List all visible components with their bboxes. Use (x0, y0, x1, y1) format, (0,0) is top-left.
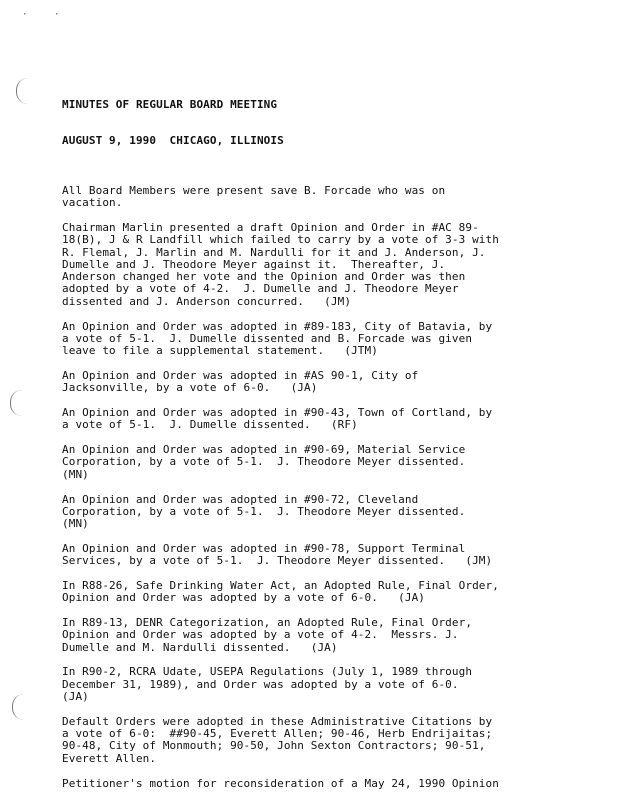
minutes-paragraph (62, 407, 610, 432)
paragraph-line: (MN) (62, 467, 89, 481)
scan-speck: · (22, 10, 28, 20)
paragraph-line: Everett Allen. (62, 751, 157, 765)
paragraph-line: Dumelle and J. Theodore Meyer against it. Thereafter, J. (62, 257, 446, 271)
paragraph-line: 18(B), J & R Landfill which failed to carry by a vote of 3-3 with (62, 233, 499, 247)
paragraph-line: 90-48, City of Monmouth; 90-50, John Sexton Contractors; 90-51, (62, 739, 486, 753)
paragraph-line: Anderson changed her vote and the Opinion and Order was then (62, 270, 466, 284)
paragraph-line: December 31, 1989), and Order was adopted by a vote of 6-0. (62, 677, 459, 691)
paragraph-line: Default Orders were adopted in these Administrative Citations by (62, 714, 493, 728)
minutes-paragraph (62, 185, 610, 210)
paragraph-line: In R88-26, Safe Drinking Water Act, an Adopted Rule, Final Order, (62, 579, 499, 592)
punch-hole-mark (12, 694, 25, 720)
paragraph-line: Dumelle and M. Nardulli dissented. (JA) (62, 640, 338, 654)
minutes-paragraph (62, 666, 610, 703)
paragraph-line: (MN) (62, 517, 89, 531)
paragraph-line: Chairman Marlin presented a draft Opinion and Order in #AC 89- (62, 220, 479, 234)
paragraph-line: R. Flemal, J. Marlin and M. Nardulli for it and J. Anderson, J. (62, 245, 486, 259)
paragraph-line: In R89-13, DENR Categorization, an Adopted Rule, Final Order, (62, 616, 473, 630)
paragraph-line: In R90-2, RCRA Udate, USEPA Regulations (July 1, 1989 through (62, 665, 473, 679)
paragraph-line: An Opinion and Order was adopted in #90-69, Material Service (62, 443, 466, 457)
paragraph-line: An Opinion and Order was adopted in #89-183, City of Batavia, by (62, 319, 493, 333)
minutes-paragraph (62, 778, 610, 790)
paragraph-line: a vote of 5-1. J. Dumelle dissented. (RF) (62, 418, 358, 432)
scan-speck: · (54, 10, 60, 20)
heading-line: MINUTES OF REGULAR BOARD MEETING (62, 97, 278, 111)
minutes-content (62, 74, 610, 802)
paragraph-line: a vote of 6-0: ##90-45, Everett Allen; 90-46, Herb Endrijaitas; (62, 727, 493, 741)
heading-line: AUGUST 9, 1990 CHICAGO, ILLINOIS (62, 134, 284, 148)
punch-hole-mark (16, 78, 29, 104)
minutes-body (62, 185, 610, 790)
document-heading (62, 74, 610, 172)
paragraph-line: An Opinion and Order was adopted in #AS 90-1, City of (62, 368, 419, 382)
paragraph-line: All Board Members were present save B. Forcade who was on (62, 183, 446, 197)
paragraph-line: vacation. (62, 196, 123, 210)
paragraph-line: Jacksonville, by a vote of 6-0. (JA) (62, 381, 318, 395)
paragraph-line: An Opinion and Order was adopted in #90-78, Support Terminal (62, 541, 466, 555)
minutes-paragraph (62, 444, 610, 481)
minutes-paragraph (62, 543, 610, 568)
paragraph-line: leave to file a supplemental statement. (JTM) (62, 344, 378, 358)
paragraph-line: Services, by a vote of 5-1. J. Theodore Meyer dissented. (JM) (62, 554, 493, 568)
minutes-paragraph (62, 370, 610, 395)
minutes-paragraph (62, 321, 610, 358)
minutes-paragraph (62, 716, 610, 765)
paragraph-line: Petitioner's motion for reconsideration of a May 24, 1990 Opinion (62, 776, 499, 790)
minutes-paragraph (62, 580, 610, 605)
paragraph-line: Corporation, by a vote of 5-1. J. Theodore Meyer dissented. (62, 455, 466, 469)
paragraph-line: adopted by a vote of 4-2. J. Dumelle and J. Theodore Meyer (62, 282, 459, 296)
paragraph-line: Opinion and Order was adopted by a vote of 6-0. (JA) (62, 591, 426, 605)
paragraph-line: Opinion and Order was adopted by a vote of 4-2. Messrs. J. (62, 628, 459, 642)
punch-hole-mark (10, 390, 23, 416)
minutes-paragraph (62, 222, 610, 308)
paragraph-line: dissented and J. Anderson concurred. (JM) (62, 294, 352, 308)
minutes-paragraph (62, 617, 610, 654)
paragraph-line: An Opinion and Order was adopted in #90-43, Town of Cortland, by (62, 406, 493, 420)
paragraph-line: Corporation, by a vote of 5-1. J. Theodore Meyer dissented. (62, 504, 466, 518)
paragraph-line: (JA) (62, 690, 89, 704)
paragraph-line: An Opinion and Order was adopted in #90-72, Cleveland (62, 492, 419, 506)
paragraph-line: a vote of 5-1. J. Dumelle dissented and B. Forcade was given (62, 331, 473, 345)
minutes-paragraph (62, 494, 610, 531)
